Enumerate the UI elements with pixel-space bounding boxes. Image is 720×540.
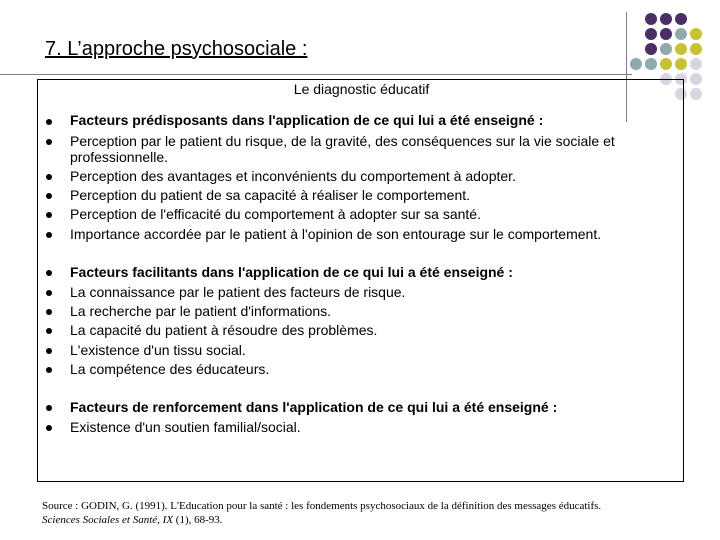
- bullet: [46, 309, 52, 315]
- source-pages: (1), 68-93.: [173, 514, 223, 526]
- decorative-dot: [660, 28, 672, 40]
- decorative-dot: [690, 73, 702, 85]
- source-journal: Sciences Sociales et Santé, IX: [42, 514, 174, 526]
- decorative-dot: [660, 43, 672, 55]
- bullet: [46, 193, 52, 199]
- bullet: [46, 174, 52, 180]
- decorative-dot: [690, 58, 702, 70]
- decorative-dot: [630, 58, 642, 70]
- list-item: Existence d'un soutien familial/social.: [70, 419, 301, 435]
- decorative-dot: [690, 43, 702, 55]
- decorative-dot: [645, 28, 657, 40]
- decorative-dot: [675, 28, 687, 40]
- decorative-dot: [645, 58, 657, 70]
- box-title: Le diagnostic éducatif: [293, 81, 430, 97]
- bullet: [46, 405, 52, 411]
- bullet: [46, 212, 52, 218]
- decorative-dot: [675, 58, 687, 70]
- bullet: [46, 139, 52, 145]
- bullet: [46, 290, 52, 296]
- list-heading: Facteurs de renforcement dans l'application de ce qui lui a été enseigné :: [70, 399, 558, 415]
- bullet: [46, 328, 52, 334]
- bullet: [46, 367, 52, 373]
- title-divider: [0, 74, 632, 75]
- list-item: Perception du patient de sa capacité à réaliser le comportement.: [70, 187, 471, 203]
- list-item: Importance accordée par le patient à l'opinion de son entourage sur le comportement.: [70, 226, 602, 242]
- list-item: La connaissance par le patient des facteurs de risque.: [70, 284, 406, 300]
- list-item: Perception de l'efficacité du comportement à adopter sur sa santé.: [70, 206, 481, 222]
- decorative-dot: [690, 28, 702, 40]
- decorative-dot: [690, 88, 702, 100]
- bullet: [46, 270, 52, 276]
- list-item: La compétence des éducateurs.: [70, 361, 270, 377]
- bullet: [46, 348, 52, 354]
- source-citation: [42, 499, 694, 527]
- source-text: Source : GODIN, G. (1991). L'Education pour la santé : les fondements psychosociaux de la définition des messages éducatifs.: [42, 500, 602, 512]
- list-item: L'existence d'un tissu social.: [70, 342, 246, 358]
- decorative-dot: [660, 13, 672, 25]
- list-item: La capacité du patient à résoudre des problèmes.: [70, 322, 378, 338]
- bullet: [46, 425, 52, 431]
- bullet: [46, 232, 52, 238]
- list-item: Perception des avantages et inconvénients du comportement à adopter.: [70, 168, 516, 184]
- decorative-dot: [645, 13, 657, 25]
- list-heading: Facteurs facilitants dans l'application de ce qui lui a été enseigné :: [70, 264, 513, 280]
- decorative-dot: [660, 58, 672, 70]
- list-item: La recherche par le patient d'informations.: [70, 303, 332, 319]
- slide-title: 7. L’approche psychosociale :: [45, 38, 308, 60]
- decorative-dot: [675, 13, 687, 25]
- decorative-dot: [645, 43, 657, 55]
- list-item: Perception par le patient du risque, de la gravité, des conséquences sur la vie sociale et professionnelle.: [70, 133, 615, 165]
- decorative-dot: [675, 43, 687, 55]
- list-heading: Facteurs prédisposants dans l'application de ce qui lui a été enseigné :: [70, 112, 544, 128]
- bullet: [46, 119, 52, 125]
